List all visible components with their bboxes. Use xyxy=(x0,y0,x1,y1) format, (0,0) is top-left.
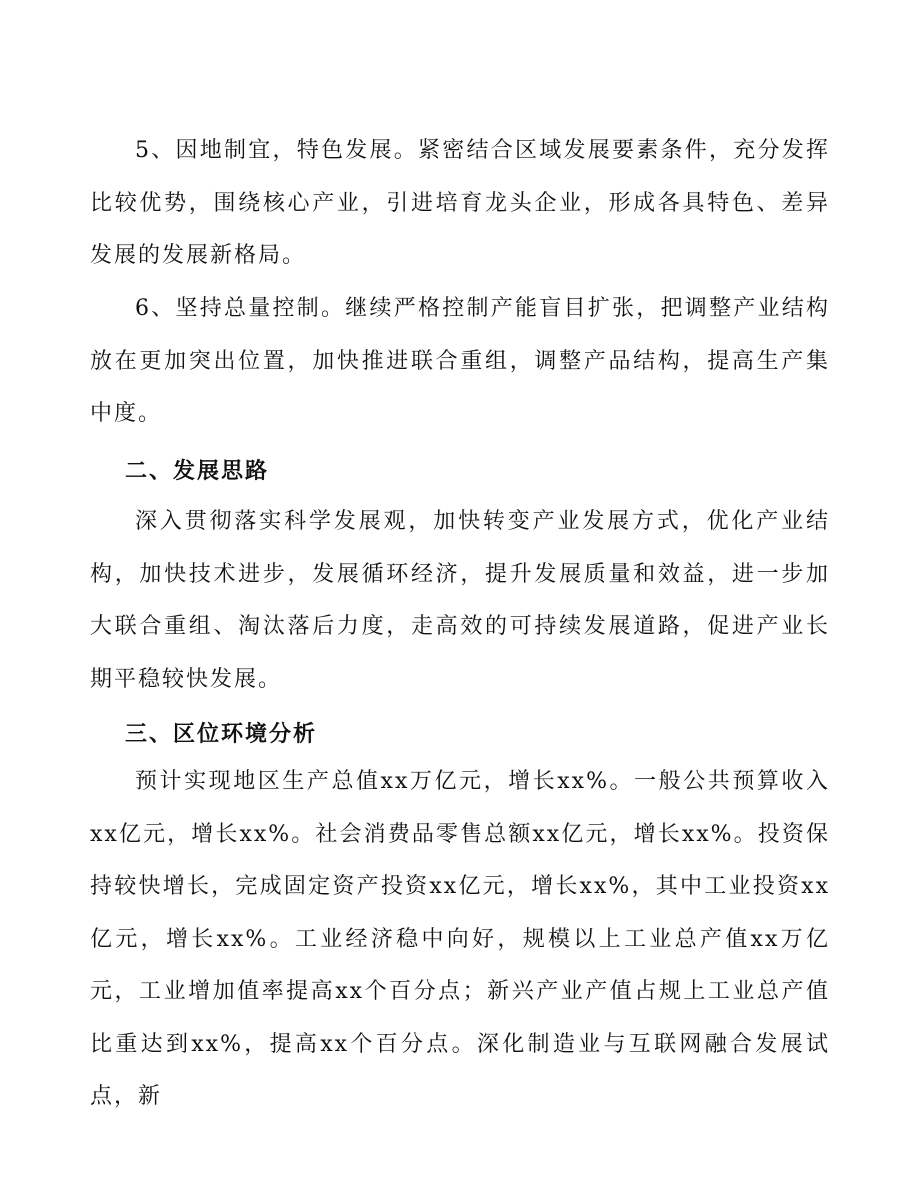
paragraph-location-analysis: 预计实现地区生产总值xx万亿元，增长xx%。一般公共预算收入xx亿元，增长xx%。社会消费品零售总额xx亿元，增长xx%。投资保持较快增长，完成固定资产投资xx亿元，增长xx%，其中工业投资xx亿元，增长xx%。工业经济稳中向好，规模以上工业总产值xx万亿元，工业增加值率提高xx个百分点；新兴产业产值占规上工业总产值比重达到xx%，提高xx个百分点。深化制造业与互联网融合发展试点，新 xyxy=(90,769,830,1109)
section-heading-location-analysis: 三、区位环境分析 xyxy=(125,722,318,747)
paragraph-local-conditions: 5、因地制宜，特色发展。紧密结合区域发展要素条件，充分发挥比较优势，围绕核心产业，引进培育龙头企业，形成各具特色、差异发展的发展新格局。 xyxy=(90,138,830,268)
paragraph-total-control: 6、坚持总量控制。继续严格控制产能盲目扩张，把调整产业结构放在更加突出位置，加快推进联合重组，调整产品结构，提高生产集中度。 xyxy=(90,296,830,426)
section-heading-development-strategy: 二、发展思路 xyxy=(125,459,270,484)
paragraph-development-strategy: 深入贯彻落实科学发展观，加快转变产业发展方式，优化产业结构，加快技术进步，发展循环经济，提升发展质量和效益，进一步加大联合重组、淘汰落后力度，走高效的可持续发展道路，促进产业长期平稳较快发展。 xyxy=(90,509,830,692)
